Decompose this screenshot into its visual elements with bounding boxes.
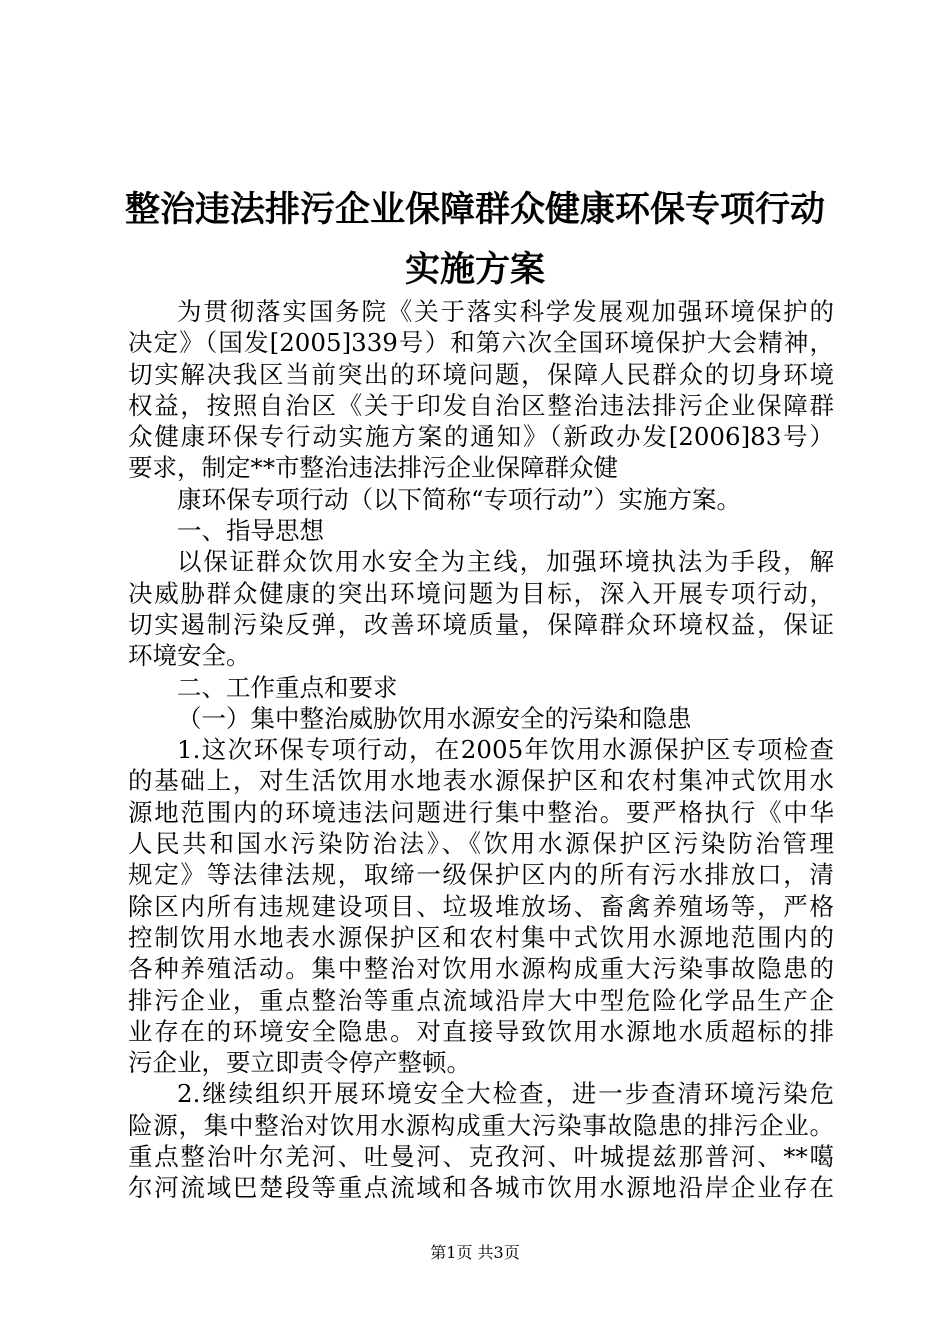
body-text-line: 权益，按照自治区《关于印发自治区整治违法排污企业保障群 [128,390,834,420]
body-text-line: 决定》（国发[2005]339号）和第六次全国环境保护大会精神， [128,328,834,358]
body-text-line: 除区内所有违规建设项目、垃圾堆放场、畜禽养殖场等，严格 [128,891,834,921]
body-text-line: 2.继续组织开展环境安全大检查，进一步查清环境污染危 [177,1079,834,1109]
body-text-line: 众健康环保专行动实施方案的通知》（新政办发[2006]83号） [128,422,834,452]
body-text-line: 1.这次环保专项行动，在2005年饮用水源保护区专项检查 [177,735,834,765]
body-text-line: 险源，集中整治对饮用水源构成重大污染事故隐患的排污企业。 [128,1110,834,1140]
body-text-line: 二、工作重点和要求 [177,672,398,702]
body-text-line: 污企业，要立即责令停产整顿。 [128,1048,471,1078]
body-text-line: 切实解决我区当前突出的环境问题，保障人民群众的切身环境 [128,359,834,389]
body-text-line: 排污企业，重点整治等重点流域沿岸大中型危险化学品生产企 [128,985,834,1015]
body-text-line: 切实遏制污染反弹，改善环境质量，保障群众环境权益，保证 [128,609,834,639]
document-title-line-2: 实施方案 [404,249,545,290]
body-text-line: 重点整治叶尔羌河、吐曼河、克孜河、叶城提兹那普河、**噶 [128,1142,834,1172]
document-body [128,296,834,1204]
body-text-line: 控制饮用水地表水源保护区和农村集中式饮用水源地范围内的 [128,922,834,952]
body-text-line: 各种养殖活动。集中整治对饮用水源构成重大污染事故隐患的 [128,954,834,984]
body-text-line: 康环保专项行动（以下简称“专项行动”）实施方案。 [177,484,742,514]
body-text-line: 的基础上，对生活饮用水地表水源保护区和农村集冲式饮用水 [128,766,834,796]
body-text-line: 规定》等法律法规，取缔一级保护区内的所有污水排放口，清 [128,860,834,890]
page-footer: 第1页 共3页 [430,1243,520,1262]
document-title-line-1: 整治违法排污企业保障群众健康环保专项行动 [124,189,825,230]
body-text-line: （一）集中整治威胁饮用水源安全的污染和隐患 [177,703,692,733]
body-text-line: 尔河流域巴楚段等重点流域和各城市饮用水源地沿岸企业存在 [128,1173,834,1203]
body-text-line: 环境安全。 [128,641,251,671]
body-text-line: 决威胁群众健康的突出环境问题为目标，深入开展专项行动， [128,578,834,608]
body-text-line: 源地范围内的环境违法问题进行集中整治。要严格执行《中华 [128,797,834,827]
body-text-line: 一、指导思想 [177,516,324,546]
body-text-line: 以保证群众饮用水安全为主线，加强环境执法为手段，解 [177,547,834,577]
body-text-line: 业存在的环境安全隐患。对直接导致饮用水源地水质超标的排 [128,1016,834,1046]
body-text-line: 人民共和国水污染防治法》、《饮用水源保护区污染防治管理 [128,829,834,859]
body-text-line: 为贯彻落实国务院《关于落实科学发展观加强环境保护的 [177,297,834,326]
body-text-line: 要求，制定**市整治违法排污企业保障群众健 [128,453,618,483]
